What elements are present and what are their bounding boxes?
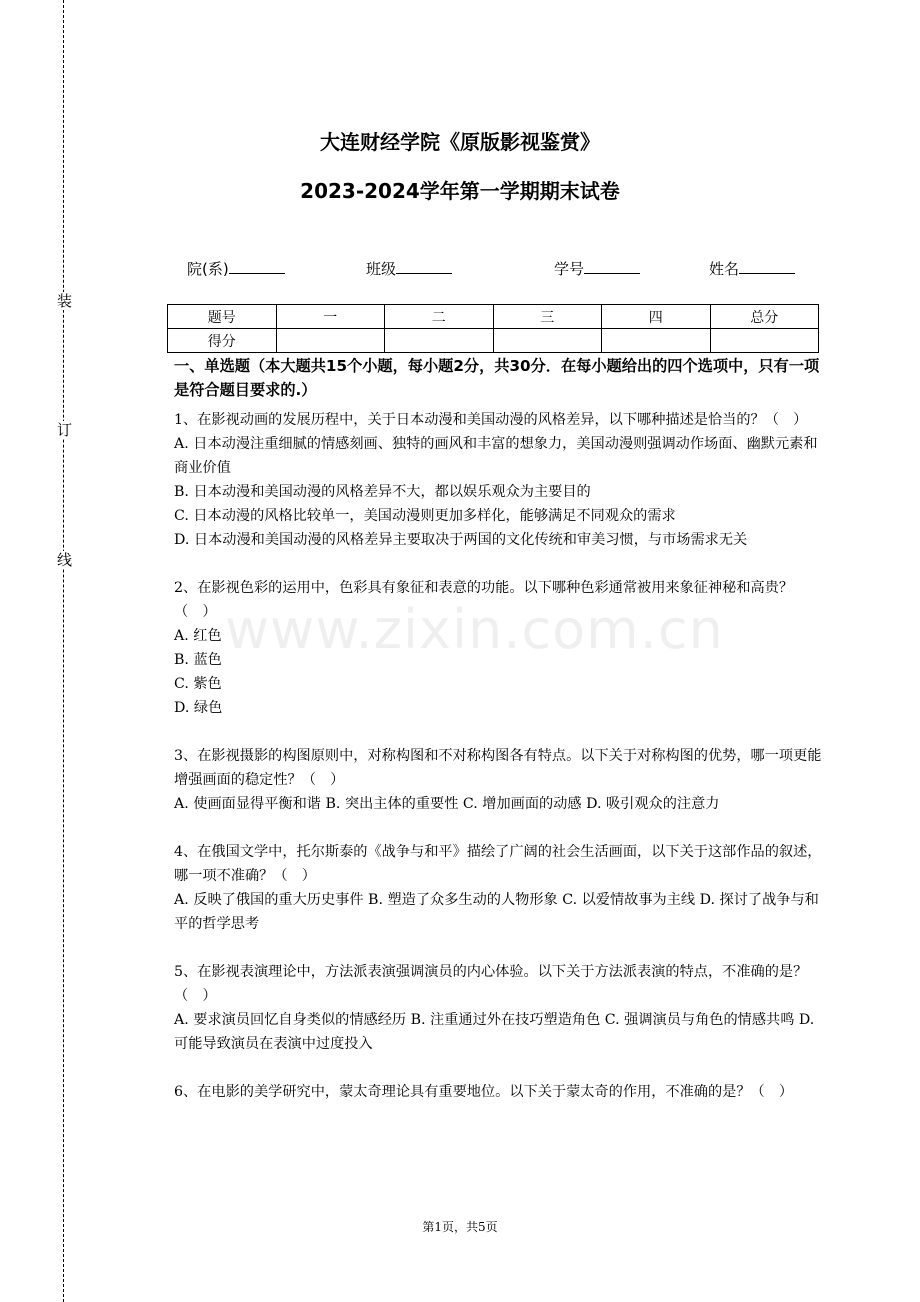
class-field — [366, 258, 452, 279]
exam-content — [174, 354, 824, 1128]
question-stem: 6、在电影的美学研究中，蒙太奇理论具有重要地位。以下关于蒙太奇的作用，不准确的是？（ ） — [174, 1084, 794, 1100]
score-cell-score-label: 得分 — [168, 329, 277, 353]
question-stem: 3、在影视摄影的构图原则中，对称构图和不对称构图各有特点。以下关于对称构图的优势，哪一项更能增强画面的稳定性？（ ） — [174, 748, 822, 788]
dept-label: 院(系) — [187, 260, 229, 278]
student-id-blank — [584, 259, 640, 274]
binding-char-ding: 订 — [57, 421, 73, 439]
question-4 — [174, 840, 824, 936]
question-stem: 5、在影视表演理论中，方法派表演强调演员的内心体验。以下关于方法派表演的特点，不准确的是？（ ） — [174, 964, 808, 1004]
question-option: B. 蓝色 — [174, 652, 222, 668]
binding-char-xian: 线 — [57, 551, 73, 569]
name-blank — [739, 259, 795, 274]
score-cell-empty — [710, 329, 819, 353]
question-option: D. 绿色 — [174, 700, 223, 716]
score-cell-empty — [276, 329, 385, 353]
question-options: A. 反映了俄国的重大历史事件 B. 塑造了众多生动的人物形象 C. 以爱情故事为主线 D. 探讨了战争与和平的哲学思考 — [174, 892, 819, 932]
name-field — [709, 258, 795, 279]
student-id-field — [554, 258, 640, 279]
question-stem: 1、在影视动画的发展历程中，关于日本动漫和美国动漫的风格差异，以下哪种描述是恰当的？（ ） — [174, 412, 808, 428]
question-1 — [174, 408, 824, 552]
score-cell-empty — [493, 329, 602, 353]
question-6 — [174, 1080, 824, 1104]
score-cell-empty — [602, 329, 711, 353]
score-cell-header-1: 一 — [276, 305, 385, 329]
question-option: B. 日本动漫和美国动漫的风格差异不大，都以娱乐观众为主要目的 — [174, 484, 591, 500]
class-blank — [396, 259, 452, 274]
binding-char-zhuang: 装 — [57, 292, 73, 310]
question-stem: 4、在俄国文学中，托尔斯泰的《战争与和平》描绘了广阔的社会生活画面，以下关于这部作品的叙述，哪一项不准确？（ ） — [174, 844, 822, 884]
question-options: A. 使画面显得平衡和谐 B. 突出主体的重要性 C. 增加画面的动感 D. 吸引观众的注意力 — [174, 796, 720, 812]
student-id-label: 学号 — [554, 260, 585, 278]
question-3 — [174, 744, 824, 816]
score-cell-empty — [385, 329, 494, 353]
score-cell-header-4: 四 — [602, 305, 711, 329]
dept-blank — [229, 259, 285, 274]
question-5 — [174, 960, 824, 1056]
question-options: A. 要求演员回忆自身类似的情感经历 B. 注重通过外在技巧塑造角色 C. 强调演员与角色的情感共鸣 D. 可能导致演员在表演中过度投入 — [174, 1012, 815, 1052]
exam-title-term: 2023-2024学年第一学期期末试卷 — [300, 179, 620, 203]
page-footer: 第1页，共5页 — [422, 1220, 498, 1234]
score-table-score-row — [168, 329, 819, 353]
student-info-row — [0, 258, 920, 282]
question-option: A. 红色 — [174, 628, 222, 644]
score-cell-header-label: 题号 — [168, 305, 277, 329]
question-option: A. 日本动漫注重细腻的情感刻画、独特的画风和丰富的想象力，美国动漫则强调动作场面、幽默元素和商业价值 — [174, 436, 818, 476]
score-cell-header-total: 总分 — [710, 305, 819, 329]
section-heading: 一、单选题（本大题共15个小题，每小题2分，共30分．在每小题给出的四个选项中，只有一项是符合题目要求的.） — [174, 357, 820, 399]
exam-title-school: 大连财经学院《原版影视鉴赏》 — [320, 130, 600, 154]
class-label: 班级 — [366, 260, 397, 278]
question-stem: 2、在影视色彩的运用中，色彩具有象征和表意的功能。以下哪种色彩通常被用来象征神秘和高贵？（ ） — [174, 580, 794, 620]
watermark: www.zixin.com.cn — [225, 598, 724, 661]
dept-field — [187, 258, 285, 279]
name-label: 姓名 — [709, 260, 740, 278]
score-cell-header-2: 二 — [385, 305, 494, 329]
score-cell-header-3: 三 — [493, 305, 602, 329]
question-option: C. 紫色 — [174, 676, 222, 692]
score-table-header-row — [168, 305, 819, 329]
score-table — [167, 304, 819, 353]
question-option: C. 日本动漫的风格比较单一，美国动漫则更加多样化，能够满足不同观众的需求 — [174, 508, 676, 524]
question-2 — [174, 576, 824, 720]
question-option: D. 日本动漫和美国动漫的风格差异主要取决于两国的文化传统和审美习惯，与市场需求无关 — [174, 532, 748, 548]
